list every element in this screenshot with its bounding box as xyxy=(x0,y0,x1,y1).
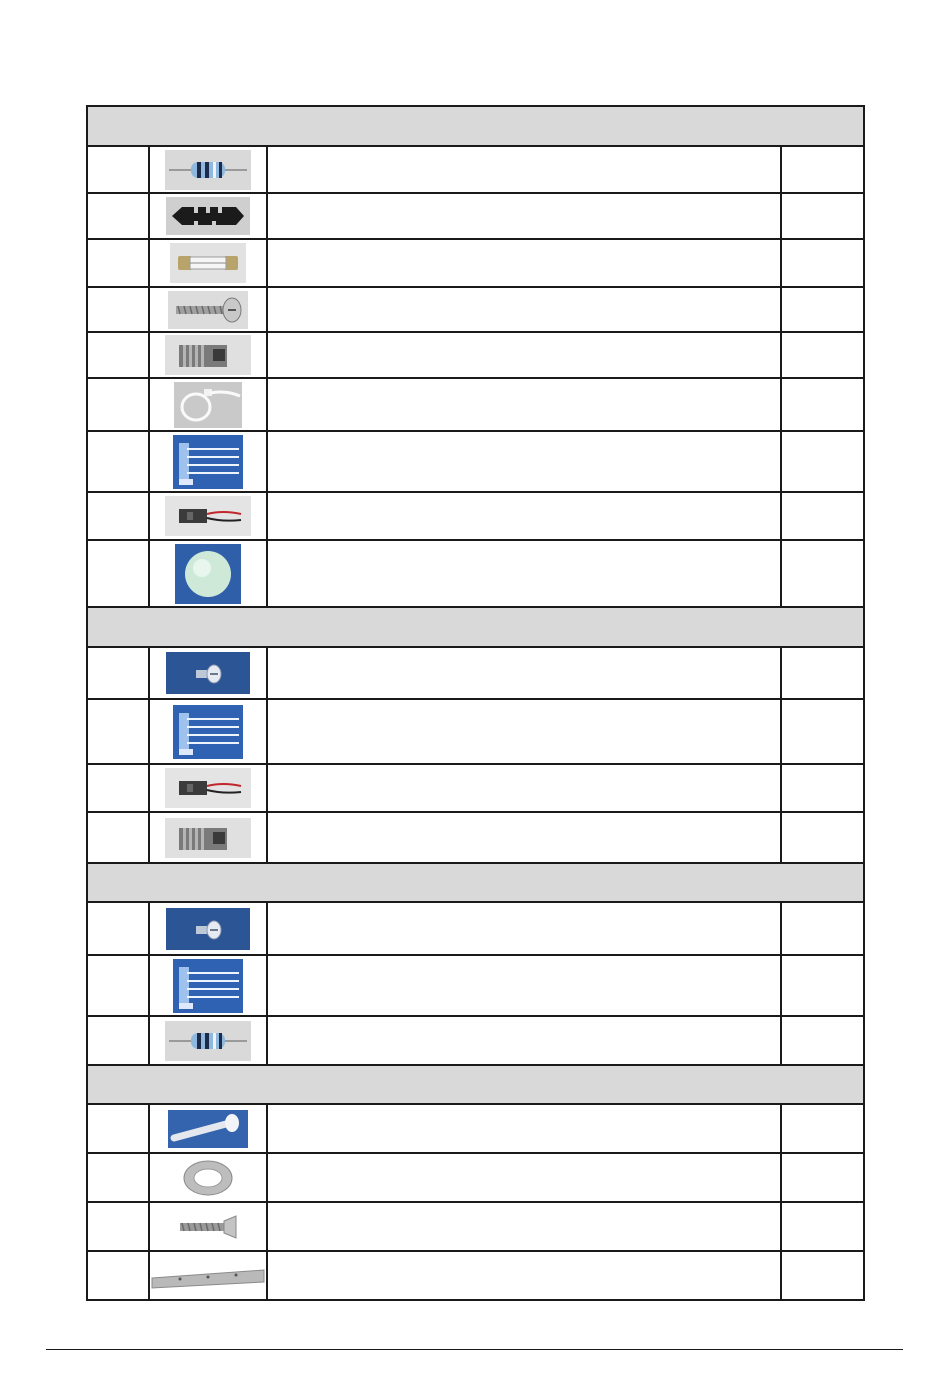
description-cell xyxy=(267,146,781,193)
table-row xyxy=(87,431,864,492)
led-comb-icon xyxy=(150,435,266,489)
item-number-cell xyxy=(87,332,149,378)
item-number-cell xyxy=(87,193,149,239)
item-number-cell xyxy=(87,378,149,431)
description-cell xyxy=(267,378,781,431)
section-header-cell xyxy=(87,1065,864,1104)
table-row xyxy=(87,1016,864,1065)
led-comb-icon xyxy=(150,705,266,759)
quantity-cell xyxy=(781,431,864,492)
table-row xyxy=(87,146,864,193)
part-image-cell xyxy=(149,492,267,540)
item-number-cell xyxy=(87,1251,149,1300)
item-number-cell xyxy=(87,1016,149,1065)
aluminium-strip-icon xyxy=(150,1262,266,1290)
description-cell xyxy=(267,492,781,540)
item-number-cell xyxy=(87,1153,149,1202)
part-image-cell xyxy=(149,1104,267,1153)
description-cell xyxy=(267,239,781,287)
quantity-cell xyxy=(781,287,864,332)
description-cell xyxy=(267,1202,781,1251)
glass-fuse-icon xyxy=(150,243,266,283)
quantity-cell xyxy=(781,699,864,764)
sensor-with-wires-icon xyxy=(150,496,266,536)
part-image-cell xyxy=(149,955,267,1016)
small-screw-blue-bg-icon xyxy=(150,652,266,694)
resistor-icon xyxy=(150,150,266,190)
table-row xyxy=(87,1202,864,1251)
section-header-row xyxy=(87,1065,864,1104)
part-image-cell xyxy=(149,1251,267,1300)
part-image-cell xyxy=(149,699,267,764)
pan-head-screw-icon xyxy=(150,291,266,329)
table-row xyxy=(87,699,864,764)
item-number-cell xyxy=(87,239,149,287)
quantity-cell xyxy=(781,1202,864,1251)
round-lens-cap-icon xyxy=(150,544,266,604)
quantity-cell xyxy=(781,812,864,863)
part-image-cell xyxy=(149,764,267,812)
quantity-cell xyxy=(781,1016,864,1065)
section-header-row xyxy=(87,106,864,146)
quantity-cell xyxy=(781,1153,864,1202)
description-cell xyxy=(267,1104,781,1153)
table-row xyxy=(87,1104,864,1153)
section-header-row xyxy=(87,863,864,902)
countersunk-screw-icon xyxy=(150,1213,266,1241)
quantity-cell xyxy=(781,146,864,193)
section-header-cell xyxy=(87,863,864,902)
flat-washer-icon xyxy=(150,1158,266,1198)
part-image-cell xyxy=(149,431,267,492)
part-image-cell xyxy=(149,239,267,287)
item-number-cell xyxy=(87,492,149,540)
description-cell xyxy=(267,955,781,1016)
quantity-cell xyxy=(781,647,864,699)
quantity-cell xyxy=(781,378,864,431)
wall-plug-icon xyxy=(150,197,266,235)
table-row xyxy=(87,193,864,239)
description-cell xyxy=(267,540,781,607)
part-image-cell xyxy=(149,1016,267,1065)
quantity-cell xyxy=(781,332,864,378)
table-row xyxy=(87,540,864,607)
table-row xyxy=(87,492,864,540)
section-header-cell xyxy=(87,106,864,146)
item-number-cell xyxy=(87,146,149,193)
item-number-cell xyxy=(87,1104,149,1153)
description-cell xyxy=(267,1153,781,1202)
part-image-cell xyxy=(149,540,267,607)
led-comb-icon xyxy=(150,959,266,1013)
item-number-cell xyxy=(87,540,149,607)
footer-rule xyxy=(46,1349,903,1350)
quantity-cell xyxy=(781,239,864,287)
item-number-cell xyxy=(87,1202,149,1251)
item-number-cell xyxy=(87,764,149,812)
description-cell xyxy=(267,193,781,239)
item-number-cell xyxy=(87,955,149,1016)
quantity-cell xyxy=(781,764,864,812)
quantity-cell xyxy=(781,955,864,1016)
part-image-cell xyxy=(149,378,267,431)
description-cell xyxy=(267,287,781,332)
sensor-with-wires-icon xyxy=(150,768,266,808)
table-row xyxy=(87,378,864,431)
item-number-cell xyxy=(87,902,149,955)
quantity-cell xyxy=(781,902,864,955)
quantity-cell xyxy=(781,492,864,540)
quantity-cell xyxy=(781,1104,864,1153)
table-row xyxy=(87,902,864,955)
description-cell xyxy=(267,431,781,492)
part-image-cell xyxy=(149,1153,267,1202)
cable-tie-icon xyxy=(150,382,266,428)
section-header-cell xyxy=(87,607,864,647)
item-number-cell xyxy=(87,287,149,332)
part-image-cell xyxy=(149,146,267,193)
parts-table xyxy=(86,105,865,1301)
description-cell xyxy=(267,699,781,764)
quantity-cell xyxy=(781,540,864,607)
resistor-icon xyxy=(150,1021,266,1061)
item-number-cell xyxy=(87,431,149,492)
part-image-cell xyxy=(149,287,267,332)
part-image-cell xyxy=(149,332,267,378)
quantity-cell xyxy=(781,1251,864,1300)
table-row xyxy=(87,764,864,812)
section-header-row xyxy=(87,607,864,647)
quantity-cell xyxy=(781,193,864,239)
part-image-cell xyxy=(149,812,267,863)
part-image-cell xyxy=(149,647,267,699)
table-row xyxy=(87,647,864,699)
part-image-cell xyxy=(149,1202,267,1251)
description-cell xyxy=(267,1016,781,1065)
part-image-cell xyxy=(149,902,267,955)
description-cell xyxy=(267,1251,781,1300)
description-cell xyxy=(267,764,781,812)
table-row xyxy=(87,239,864,287)
table-row xyxy=(87,287,864,332)
small-screw-blue-bg-icon xyxy=(150,908,266,950)
table-row xyxy=(87,812,864,863)
long-bolt-icon xyxy=(150,1110,266,1148)
table-row xyxy=(87,332,864,378)
heat-sink-icon xyxy=(150,335,266,375)
item-number-cell xyxy=(87,812,149,863)
part-image-cell xyxy=(149,193,267,239)
description-cell xyxy=(267,647,781,699)
description-cell xyxy=(267,332,781,378)
description-cell xyxy=(267,902,781,955)
description-cell xyxy=(267,812,781,863)
item-number-cell xyxy=(87,699,149,764)
table-row xyxy=(87,1153,864,1202)
table-row xyxy=(87,1251,864,1300)
item-number-cell xyxy=(87,647,149,699)
heat-sink-icon xyxy=(150,818,266,858)
table-row xyxy=(87,955,864,1016)
